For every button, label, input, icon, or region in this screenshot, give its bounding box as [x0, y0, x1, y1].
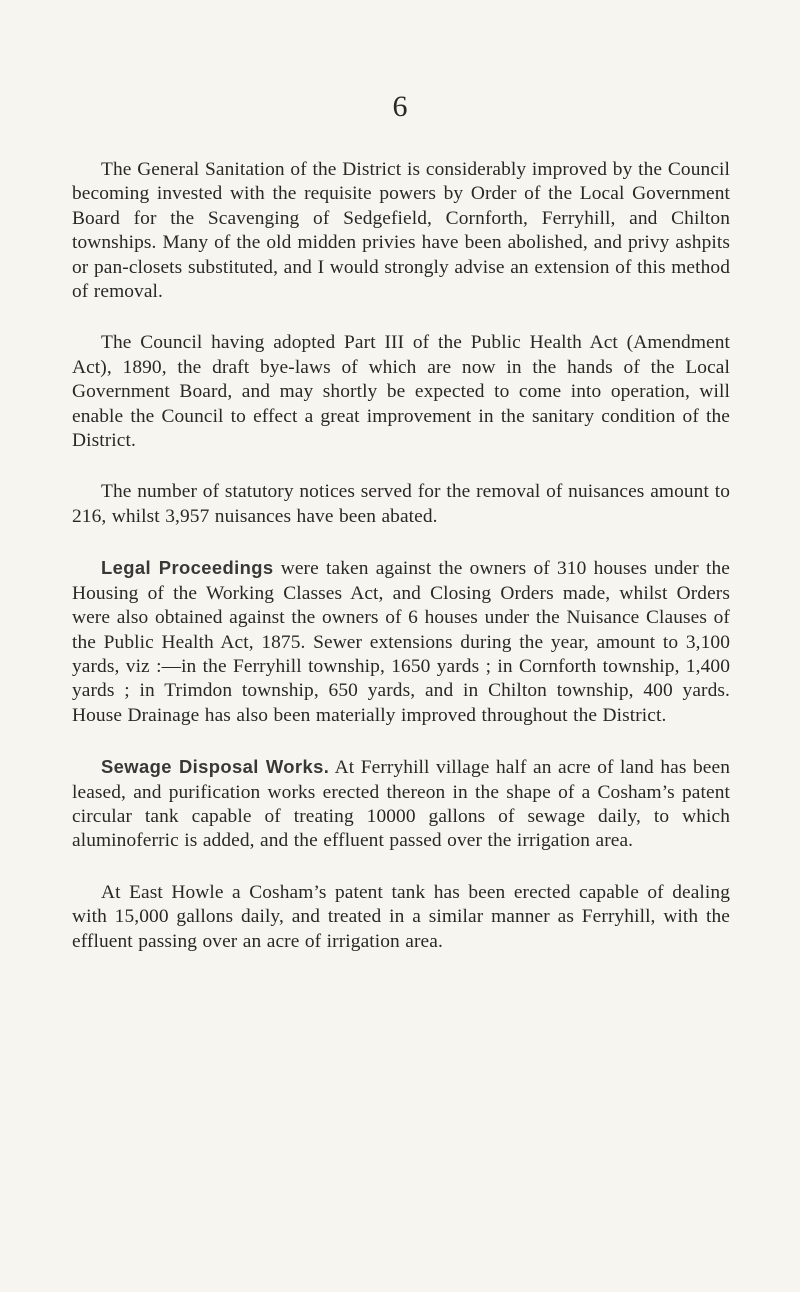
page-number: 6 — [392, 90, 408, 123]
paragraph-east-howle — [72, 881, 730, 954]
paragraph-heading: Legal Proceedings — [101, 557, 274, 579]
paragraph-sewage-disposal — [72, 755, 730, 854]
paragraph-statutory-notices — [72, 480, 730, 529]
paragraph-public-health-act — [72, 331, 730, 453]
paragraph-heading: Sewage Disposal Works. — [101, 756, 330, 778]
paragraph-text: At East Howle a Cosham’s patent tank has been erected capable of dealing with 15,000 gallons daily, and treated in a similar manner as Ferryhill, with the effluent passing over an acre of irrigation area. — [72, 881, 730, 952]
paragraph-legal-proceedings — [72, 556, 730, 728]
paragraph-text: The General Sanitation of the District is considerably improved by the Council becoming invested with the requisite powers by Order of the Local Government Board for the Scavenging of Sedgefield, Cornforth, Ferryhill, and Chilton townships. Many of the old midden privies have been abolished, and privy ashpits or pan-closets substituted, and I would strongly advise an extension of this method of removal. — [72, 159, 730, 303]
paragraph-text: were taken against the owners of 310 houses under the Housing of the Working Classes Act, and Closing Orders made, whilst Orders were also obtained against the owners of 6 houses under the Nuisance Clauses of the Public Health Act, 1875. Sewer extensions during the year, amount to 3,100 yards, viz :—in the Ferryhill township, 1650 yards ; in Cornforth township, 1,400 yards ; in Trimdon township, 650 yards, and in Chilton township, 400 yards. House Drainage has also been materially improved throughout the District. — [72, 558, 730, 726]
body-text — [72, 158, 730, 981]
paragraph-text: The number of statutory notices served for the removal of nuisances amount to 216, whilst 3,957 nuisances have been abated. — [72, 481, 730, 527]
paragraph-general-sanitation — [72, 158, 730, 304]
paragraph-text: At Ferryhill village half an acre of land has been leased, and purification works erected thereon in the shape of a Cosham’s patent circular tank capable of treating 10000 gallons of sewage daily, to which aluminoferric is added, and the effluent passed over the irrigation area. — [72, 757, 730, 852]
paragraph-text: The Council having adopted Part III of the Public Health Act (Amendment Act), 1890, the draft bye-laws of which are now in the hands of the Local Government Board, and may shortly be expected to come into operation, will enable the Council to effect a great improvement in the sanitary condition of the District. — [72, 332, 730, 452]
